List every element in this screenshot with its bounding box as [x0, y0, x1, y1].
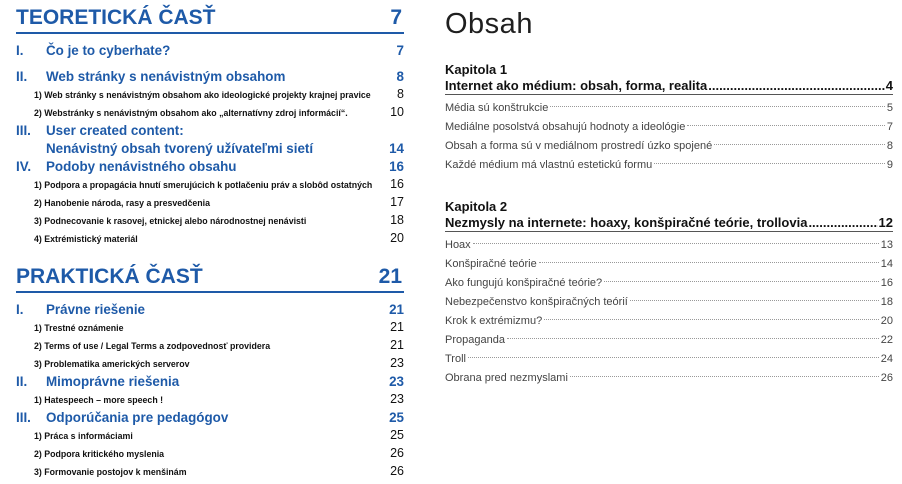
- entry-page: 16: [389, 159, 404, 174]
- entry-title: Nebezpečenstvo konšpiračných teórií: [445, 296, 628, 308]
- subentry-page: 16: [390, 177, 404, 191]
- subentry-title: 2) Hanobenie národa, rasy a presvedčenia: [34, 198, 211, 208]
- toc-subentry[interactable]: [16, 392, 404, 410]
- entry-page: 18: [880, 296, 893, 308]
- dot-leader: [468, 357, 879, 358]
- subentry-title: 1) Trestné oznámenie: [34, 323, 124, 333]
- entry-page: 7: [886, 121, 893, 133]
- entry-page: 20: [880, 315, 893, 327]
- roman-numeral: III.: [16, 410, 31, 425]
- entry-title: Krok k extrémizmu?: [445, 315, 543, 327]
- toc-subentry[interactable]: [16, 213, 404, 231]
- subentry-page: 21: [390, 320, 404, 334]
- subentry-page: 21: [390, 338, 404, 352]
- section-title: TEORETICKÁ ČASŤ: [16, 6, 216, 29]
- entry-page: 7: [396, 43, 404, 58]
- entry-title: Hoax: [445, 239, 471, 251]
- toc-subentry[interactable]: [16, 231, 404, 249]
- toc-entry[interactable]: [445, 156, 893, 175]
- toc-subentry[interactable]: [16, 87, 404, 105]
- toc-subentry[interactable]: [16, 320, 404, 338]
- entry-page: 9: [886, 159, 893, 171]
- entry-page: 21: [389, 302, 404, 317]
- dot-leader: [604, 281, 879, 282]
- dot-leader: [544, 319, 879, 320]
- section-heading-practice[interactable]: [16, 263, 404, 293]
- toc-right-pane: [445, 8, 893, 388]
- entry-title: Obrana pred nezmyslami: [445, 372, 568, 384]
- subentry-page: 18: [390, 213, 404, 227]
- subentry-page: 25: [390, 428, 404, 442]
- subentry-title: 3) Podnecovanie k rasovej, etnickej alebo národnostnej nenávisti: [34, 216, 307, 226]
- subentry-title: 3) Formovanie postojov k menšinám: [34, 467, 187, 477]
- entry-title: Troll: [445, 353, 466, 365]
- subentry-title: 1) Podpora a propagácia hnutí smerujúcich k potlačeniu práv a slobôd ostatných: [34, 180, 373, 190]
- toc-subentry[interactable]: [16, 105, 404, 123]
- entry-title: Mediálne posolstvá obsahujú hodnoty a ideológie: [445, 121, 686, 133]
- toc-subentry[interactable]: [16, 177, 404, 195]
- toc-entry-practice-2[interactable]: [16, 374, 404, 392]
- toc-entry[interactable]: [445, 118, 893, 137]
- section-page: 21: [378, 265, 402, 288]
- subentry-page: 20: [390, 231, 404, 245]
- toc-entry[interactable]: [445, 312, 893, 331]
- entry-title: Média sú konštrukcie: [445, 102, 549, 114]
- section-heading-theory[interactable]: [16, 4, 404, 34]
- roman-numeral: I.: [16, 302, 24, 317]
- toc-entry-theory-1[interactable]: [16, 43, 404, 61]
- section-title: PRAKTICKÁ ČASŤ: [16, 265, 203, 288]
- roman-numeral: II.: [16, 69, 28, 84]
- subentry-title: 1) Práca s informáciami: [34, 431, 133, 441]
- entry-page: 5: [886, 102, 893, 114]
- entry-page: 25: [389, 410, 404, 425]
- entry-page: 13: [880, 239, 893, 251]
- toc-entry-theory-4[interactable]: [16, 159, 404, 177]
- subentry-page: 23: [390, 356, 404, 370]
- toc-entry-theory-3[interactable]: [16, 123, 404, 141]
- subentry-title: 4) Extrémistický materiál: [34, 234, 138, 244]
- entry-page: 24: [880, 353, 893, 365]
- entry-title: Čo je to cyberhate?: [46, 43, 171, 58]
- toc-subentry[interactable]: [16, 195, 404, 213]
- entry-page: 16: [880, 277, 893, 289]
- subentry-page: 23: [390, 392, 404, 406]
- toc-subentry[interactable]: [16, 428, 404, 446]
- roman-numeral: IV.: [16, 159, 32, 174]
- toc-subentry[interactable]: [16, 446, 404, 464]
- subentry-title: 1) Web stránky s nenávistným obsahom ako ideologické projekty krajnej pravice: [34, 90, 371, 100]
- toc-entry-theory-2[interactable]: [16, 69, 404, 87]
- entry-page: 26: [880, 372, 893, 384]
- toc-entry[interactable]: [445, 274, 893, 293]
- roman-numeral: I.: [16, 43, 24, 58]
- subentry-title: 2) Podpora kritického myslenia: [34, 449, 165, 459]
- entry-page: 8: [396, 69, 404, 84]
- toc-subentry[interactable]: [16, 464, 404, 482]
- dot-leader: [570, 376, 879, 377]
- dot-leader: [539, 262, 879, 263]
- dot-leader: [808, 215, 877, 230]
- subentry-page: 17: [390, 195, 404, 209]
- dot-leader: [654, 163, 885, 164]
- toc-left-pane: [16, 4, 404, 482]
- entry-title: Web stránky s nenávistným obsahom: [46, 69, 286, 84]
- entry-title: Propaganda: [445, 334, 505, 346]
- toc-entry[interactable]: [445, 99, 893, 118]
- toc-subentry[interactable]: [16, 356, 404, 374]
- entry-title: Každé médium má vlastnú estetickú formu: [445, 159, 653, 171]
- chapter-page: 4: [885, 78, 893, 93]
- section-page: 7: [390, 6, 402, 29]
- subentry-page: 10: [390, 105, 404, 119]
- entry-title-continued: Nenávistný obsah tvorený užívateľmi sietí: [46, 141, 314, 156]
- dot-leader: [630, 300, 879, 301]
- roman-numeral: III.: [16, 123, 31, 138]
- toc-entry[interactable]: [445, 236, 893, 255]
- entry-page: 23: [389, 374, 404, 389]
- entry-title: Odporúčania pre pedagógov: [46, 410, 229, 425]
- chapter-title: Nezmysly na internete: hoaxy, konšpiračné teórie, trollovia: [445, 215, 808, 230]
- dot-leader: [507, 338, 879, 339]
- toc-subentry[interactable]: [16, 338, 404, 356]
- chapter-page: 12: [878, 215, 893, 230]
- toc-entry-practice-1[interactable]: [16, 302, 404, 320]
- page-title: Obsah: [445, 8, 533, 40]
- chapter-label: Kapitola 1: [445, 62, 508, 77]
- dot-leader: [714, 144, 885, 145]
- dot-leader: [473, 243, 879, 244]
- chapter-label: Kapitola 2: [445, 199, 508, 214]
- entry-page: 8: [886, 140, 893, 152]
- entry-title: Konšpiračné teórie: [445, 258, 537, 270]
- chapter-title: Internet ako médium: obsah, forma, realita: [445, 78, 708, 93]
- entry-page: 22: [880, 334, 893, 346]
- entry-title: Podoby nenávistného obsahu: [46, 159, 237, 174]
- entry-title: Obsah a forma sú v mediálnom prostredí úzko spojené: [445, 140, 713, 152]
- chapter-title-entry[interactable]: [445, 78, 893, 95]
- dot-leader: [550, 106, 885, 107]
- subentry-title: 3) Problematika amerických serverov: [34, 359, 190, 369]
- subentry-page: 26: [390, 464, 404, 478]
- entry-title: Mimoprávne riešenia: [46, 374, 180, 389]
- entry-title: User created content:: [46, 123, 184, 138]
- entry-page: 14: [389, 141, 404, 156]
- entry-title: Ako fungujú konšpiračné teórie?: [445, 277, 603, 289]
- dot-leader: [687, 125, 885, 126]
- toc-entry[interactable]: [445, 331, 893, 350]
- toc-entry[interactable]: [445, 350, 893, 369]
- subentry-page: 8: [397, 87, 404, 101]
- toc-entry[interactable]: [445, 293, 893, 312]
- toc-entry-theory-3-cont[interactable]: [16, 141, 404, 159]
- roman-numeral: II.: [16, 374, 28, 389]
- entry-title: Právne riešenie: [46, 302, 146, 317]
- subentry-title: 1) Hatespeech – more speech !: [34, 395, 164, 405]
- toc-entry[interactable]: [445, 369, 893, 388]
- entry-page: 14: [880, 258, 893, 270]
- chapter-title-entry[interactable]: [445, 215, 893, 232]
- toc-entry[interactable]: [445, 255, 893, 274]
- toc-entry-practice-3[interactable]: [16, 410, 404, 428]
- subentry-title: 2) Webstránky s nenávistným obsahom ako „alternatívny zdroj informácií“.: [34, 108, 348, 118]
- toc-entry[interactable]: [445, 137, 893, 156]
- subentry-page: 26: [390, 446, 404, 460]
- subentry-title: 2) Terms of use / Legal Terms a zodpovednosť providera: [34, 341, 271, 351]
- dot-leader: [708, 78, 885, 93]
